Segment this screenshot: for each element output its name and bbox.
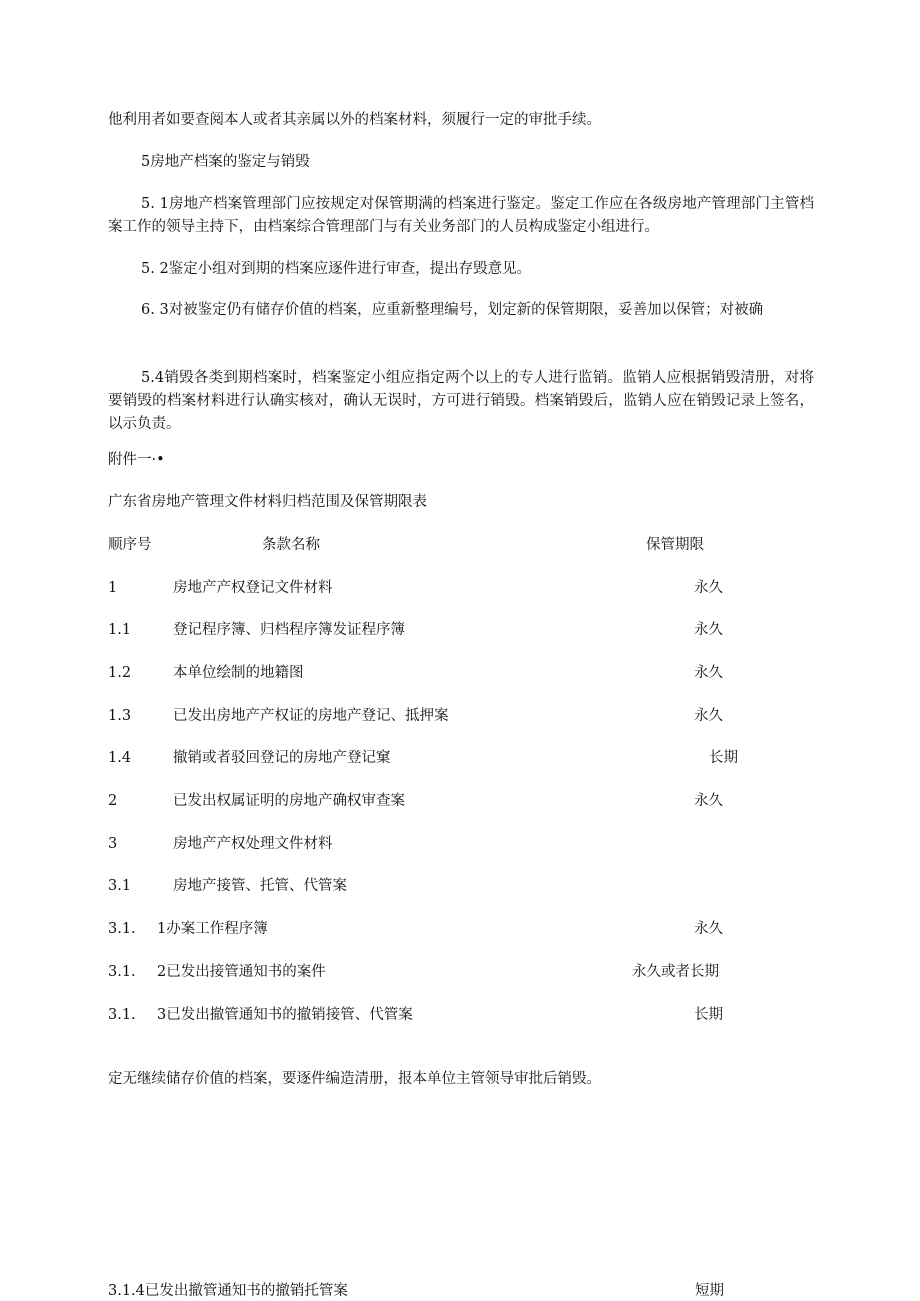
row-name: 房地产产权处理文件材料	[173, 836, 333, 852]
header-name: 条款名称	[262, 537, 320, 553]
row-name: 撤销或者驳回登记的房地产登记窠	[173, 750, 391, 766]
row-period: 永久	[694, 665, 723, 681]
row-seq: 2	[108, 793, 118, 809]
attachment-label: 附件一·•	[108, 452, 165, 468]
row-name: 3已发出撤管通知书的撤销接管、代管案	[157, 1007, 413, 1023]
row-period: 永久	[694, 793, 723, 809]
row-period: 短期	[695, 1283, 724, 1299]
row-name: 1办案工作程序簿	[157, 921, 268, 937]
paragraph-5-2: 5. 2鉴定小组对到期的档案应逐件进行审查，提出存毁意见。	[141, 261, 532, 277]
row-seq: 3.1.	[108, 964, 136, 980]
paragraph-5-1: 5. 1房地产档案管理部门应按规定对保管期满的档案进行鉴定。鉴定工作应在各级房地产管理部门主管档案工作的领导主持下，由档案综合管理部门与有关业务部门的人员构成鉴定小组进行。	[108, 196, 814, 235]
row-name: 3.1.4已发出撤管通知书的撤销托管案	[108, 1283, 348, 1299]
row-period: 永久或者长期	[632, 964, 719, 980]
row-name: 房地产产权登记文件材料	[173, 580, 333, 596]
paragraph-tail: 定无继续储存价值的档案，要逐件编造清册，报本单位主管领导审批后销毁。	[108, 1071, 601, 1087]
paragraph-5-3: 6. 3对被鉴定仍有储存价值的档案，应重新整理编号，划定新的保管期限，妥善加以保管；对被确	[141, 302, 764, 318]
row-name: 已发出房地产产权证的房地产登记、抵押案	[173, 708, 449, 724]
section-heading: 5房地产档案的鉴定与销毁	[141, 154, 310, 170]
row-period: 永久	[694, 921, 723, 937]
row-seq: 1	[108, 580, 118, 596]
row-seq: 3.1.	[108, 921, 136, 937]
row-seq: 1.1	[108, 622, 132, 638]
row-seq: 3.1	[108, 878, 132, 894]
row-period: 长期	[694, 1007, 723, 1023]
row-period: 永久	[694, 622, 723, 638]
row-seq: 3	[108, 836, 118, 852]
row-period: 永久	[694, 708, 723, 724]
row-seq: 3.1.	[108, 1007, 136, 1023]
row-name: 房地产接管、托管、代管案	[173, 878, 347, 894]
row-seq: 1.3	[108, 708, 132, 724]
row-name: 已发出权属证明的房地产确权审查案	[173, 793, 405, 809]
row-period: 永久	[694, 580, 723, 596]
row-name: 2已发出接管通知书的案件	[157, 964, 326, 980]
row-name: 登记程序簿、归档程序簿发证程序簿	[173, 622, 405, 638]
row-period: 长期	[709, 750, 738, 766]
table-title: 广东省房地产管理文件材料归档范围及保管期限表	[108, 494, 427, 510]
paragraph-continuation: 他利用者如要查阅本人或者其亲属以外的档案材料，须履行一定的审批手续。	[108, 112, 601, 128]
row-seq: 1.2	[108, 665, 132, 681]
paragraph-5-4: 5.4销毁各类到期档案时，档案鉴定小组应指定两个以上的专人进行监销。监销人应根据销毁清册，对将要销毁的档案材料进行认确实核对，确认无误时，方可进行销毁。档案销毁后，监销人应在销毁记录上签名，以示负责。	[108, 370, 814, 432]
row-name: 本单位绘制的地籍图	[173, 665, 304, 681]
row-seq: 1.4	[108, 750, 132, 766]
header-period: 保管期限	[646, 537, 704, 553]
header-seq: 顺序号	[108, 537, 152, 553]
